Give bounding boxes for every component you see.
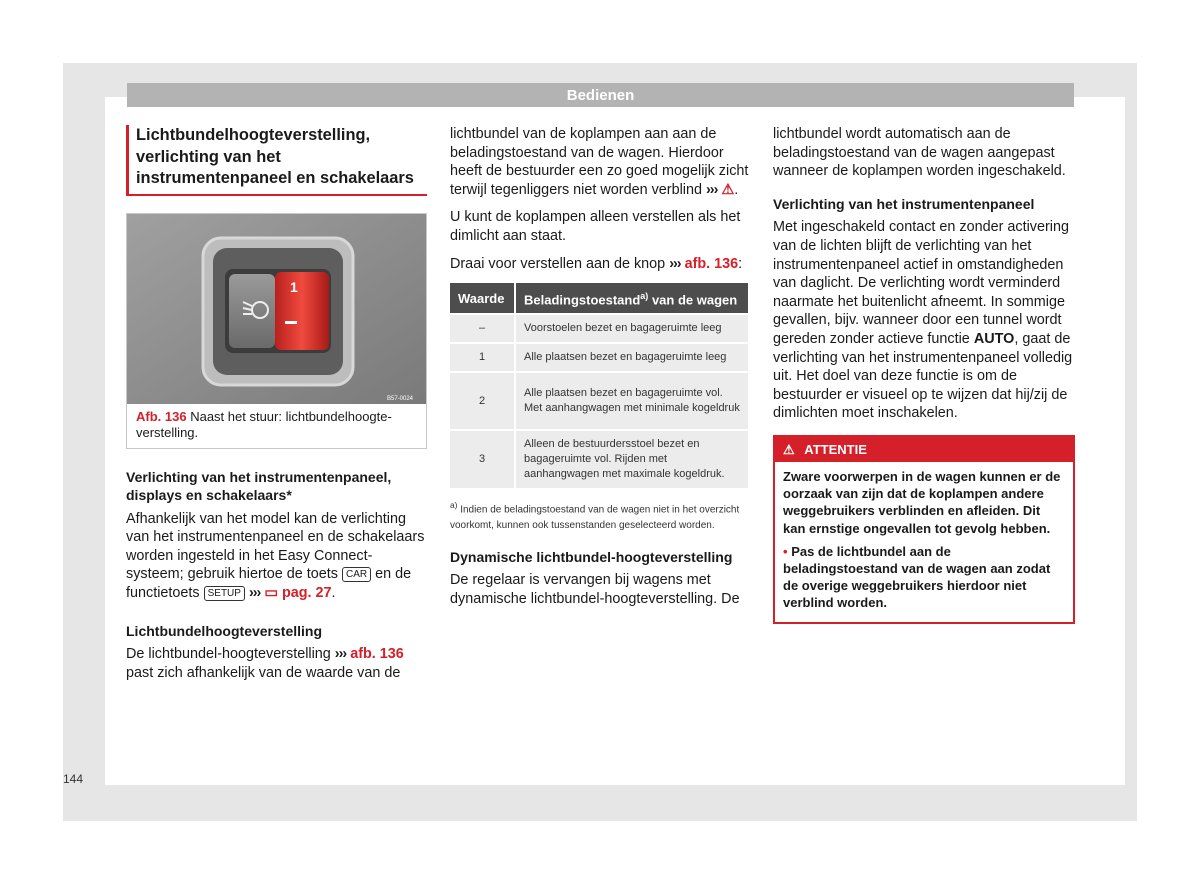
page-reference-link[interactable]: pag. 27 xyxy=(281,585,332,602)
attention-text: Zware voorwerpen in de wagen kunnen er de oorzaak van zijn dat de koplampen andere weggebruikers verblinden en afleiden. Dit kan ernstige ongevallen tot gevolg hebben. xyxy=(783,468,1061,536)
table-row xyxy=(450,372,749,430)
load-state-table xyxy=(450,283,750,488)
table-row xyxy=(450,430,749,488)
table-cell-value: 1 xyxy=(450,343,515,372)
table-header-row xyxy=(450,283,749,314)
page-number: 144 xyxy=(63,772,84,786)
figure-caption xyxy=(127,404,426,448)
subheading-dynamic-range: Dynamische lichtbundel-hoogteverstelling xyxy=(450,548,733,565)
footnote-text: Indien de beladingstoestand van de wagen niet in het overzicht voorkomt, kunnen ook tussenstanden geselecteerd worden. xyxy=(450,504,740,531)
figure-reference-link[interactable]: afb. 136 xyxy=(684,255,739,272)
warning-triangle-icon: ⚠ xyxy=(783,441,795,457)
paragraph-dynamic-range: De regelaar is vervangen bij wagens met dynamische lichtbundel-hoogteverstelling. De xyxy=(450,572,740,607)
footnote-mark: a) xyxy=(640,291,649,302)
text: , gaat de verlichting van het instrumentenpaneel volledig uit. Het doel van deze functie is om de bestuurder er visueel op te wijzen dat hij/zij de dimlichten moet inschakelen. xyxy=(773,330,1073,422)
warning-triangle-icon: ⚠ xyxy=(721,181,735,198)
table-cell-desc: Voorstoelen bezet en bagageruimte leeg xyxy=(515,314,749,343)
table-cell-value: 2 xyxy=(450,372,515,430)
attention-box xyxy=(773,435,1075,624)
paragraph-lighting-settings: Afhankelijk van het model kan de verlichting van het instrumentenpaneel en de schakelaars worden ingesteld in het Easy Connect-systeem; gebruik hiertoe de toets CAR en de functietoets SETUP ››› ▭ pag. 27. xyxy=(126,510,425,602)
text: van de wagen xyxy=(651,292,738,308)
paragraph-headlight-range xyxy=(126,645,427,682)
chapter-header: Bedienen xyxy=(127,83,1074,107)
text: Afhankelijk van het model kan de verlichting van het instrumentenpaneel en de schakelaars worden ingesteld in het Easy Connect-systeem; gebruik hiertoe de toets xyxy=(126,510,425,583)
table-cell-value: – xyxy=(450,314,515,343)
table-row xyxy=(450,343,749,372)
headlight-range-switch-illustration xyxy=(127,214,426,404)
figure-caption-text: Naast het stuur: lichtbundelhoogte-verstelling. xyxy=(136,408,392,440)
text: lichtbundel van de koplampen aan aan de beladingstoestand van de wagen. Hierdoor heeft de bestuurder een zo goed mogelijk zicht terwijl tegenliggers niet worden verblind xyxy=(450,126,749,198)
figure-image xyxy=(127,214,426,404)
setup-key-icon: SETUP xyxy=(204,586,245,601)
table-cell-value: 3 xyxy=(450,430,515,488)
subheading-instrument-lighting: Verlichting van het instrumentenpaneel, displays en schakelaars* xyxy=(126,468,392,504)
reference-arrows-icon: ››› xyxy=(669,255,681,272)
column-middle xyxy=(450,125,750,618)
subheading-instrument-panel: Verlichting van het instrumentenpaneel xyxy=(773,195,1035,212)
paragraph-adjust-knob: Draai voor verstellen aan de knop ››› afb. 136: xyxy=(450,255,743,272)
text: De lichtbundel-hoogteverstelling xyxy=(126,646,331,663)
text: Pas de lichtbundel aan de beladingstoestand van de wagen aan zodat de overige weggebruikers hierdoor niet verblind worden. xyxy=(783,543,1051,611)
text: Beladingstoestand xyxy=(524,292,641,308)
text: en de functietoets xyxy=(126,566,412,602)
figure-label: Afb. 136 xyxy=(136,408,187,424)
table-footnote xyxy=(450,498,750,532)
car-key-icon: CAR xyxy=(342,567,371,582)
text: Met ingeschakeld contact en zonder activering van de lichten blijft de verlichting van het instrumentenpaneel actief in omstandigheden van daglicht. De verlichting wordt verminderd naarmate het buitenlicht afneemt. In sommige gevallen, bijv. wanneer door een tunnel wordt gereden zonder actieve functie xyxy=(773,219,1069,347)
attention-bullet xyxy=(783,543,1065,612)
column-left xyxy=(126,125,427,691)
paragraph-continued: lichtbundel wordt automatisch aan de beladingstoestand van de wagen aangepast wanneer de koplampen worden ingeschakeld. xyxy=(773,126,1066,180)
table-cell-desc: Alle plaatsen bezet en bagageruimte vol. Met aanhangwagen met minimale kogeldruk xyxy=(515,372,749,430)
paragraph-instrument-panel xyxy=(773,218,1075,423)
section-title: Lichtbundelhoogteverstelling, verlichting van het instrumentenpaneel en schakelaars xyxy=(126,125,427,196)
column-right xyxy=(773,125,1075,624)
attention-title: ATTENTIE xyxy=(804,441,867,457)
bullet-icon: • xyxy=(783,543,788,559)
table-cell-desc: Alleen de bestuurdersstoel bezet en bagageruimte vol. Rijden met aanhangwagen met maximale kogeldruk. xyxy=(515,430,749,488)
figure-code: B57-0024 xyxy=(387,395,414,402)
table-header-value: Waarde xyxy=(450,283,515,314)
figure-136 xyxy=(126,213,427,449)
table-header-load xyxy=(515,283,749,314)
footnote-mark: a) xyxy=(450,500,458,511)
book-reference-icon: ▭ xyxy=(264,585,278,602)
reference-arrows-icon: ››› xyxy=(334,646,347,663)
svg-text:1: 1 xyxy=(290,278,298,295)
subheading-headlight-range: Lichtbundelhoogteverstelling xyxy=(126,622,323,639)
text: past zich afhankelijk van de waarde van de xyxy=(126,664,401,681)
table-cell-desc: Alle plaatsen bezet en bagageruimte leeg xyxy=(515,343,749,372)
paragraph-dim-light: U kunt de koplampen alleen verstellen als het dimlicht aan staat. xyxy=(450,209,741,244)
auto-symbol: AUTO xyxy=(973,330,1015,347)
text: Draai voor verstellen aan de knop xyxy=(450,255,666,272)
figure-reference-link[interactable]: afb. 136 xyxy=(350,646,404,663)
table-row xyxy=(450,314,749,343)
reference-arrows-icon: ››› xyxy=(248,585,261,602)
paragraph-continued: lichtbundel van de koplampen aan aan de beladingstoestand van de wagen. Hierdoor heeft de bestuurder een zo goed mogelijk zicht terwijl tegenliggers niet worden verblind ››› ⚠. xyxy=(450,126,749,198)
attention-header xyxy=(775,437,1073,462)
attention-body xyxy=(775,462,1073,622)
reference-arrows-icon: ››› xyxy=(705,181,718,198)
